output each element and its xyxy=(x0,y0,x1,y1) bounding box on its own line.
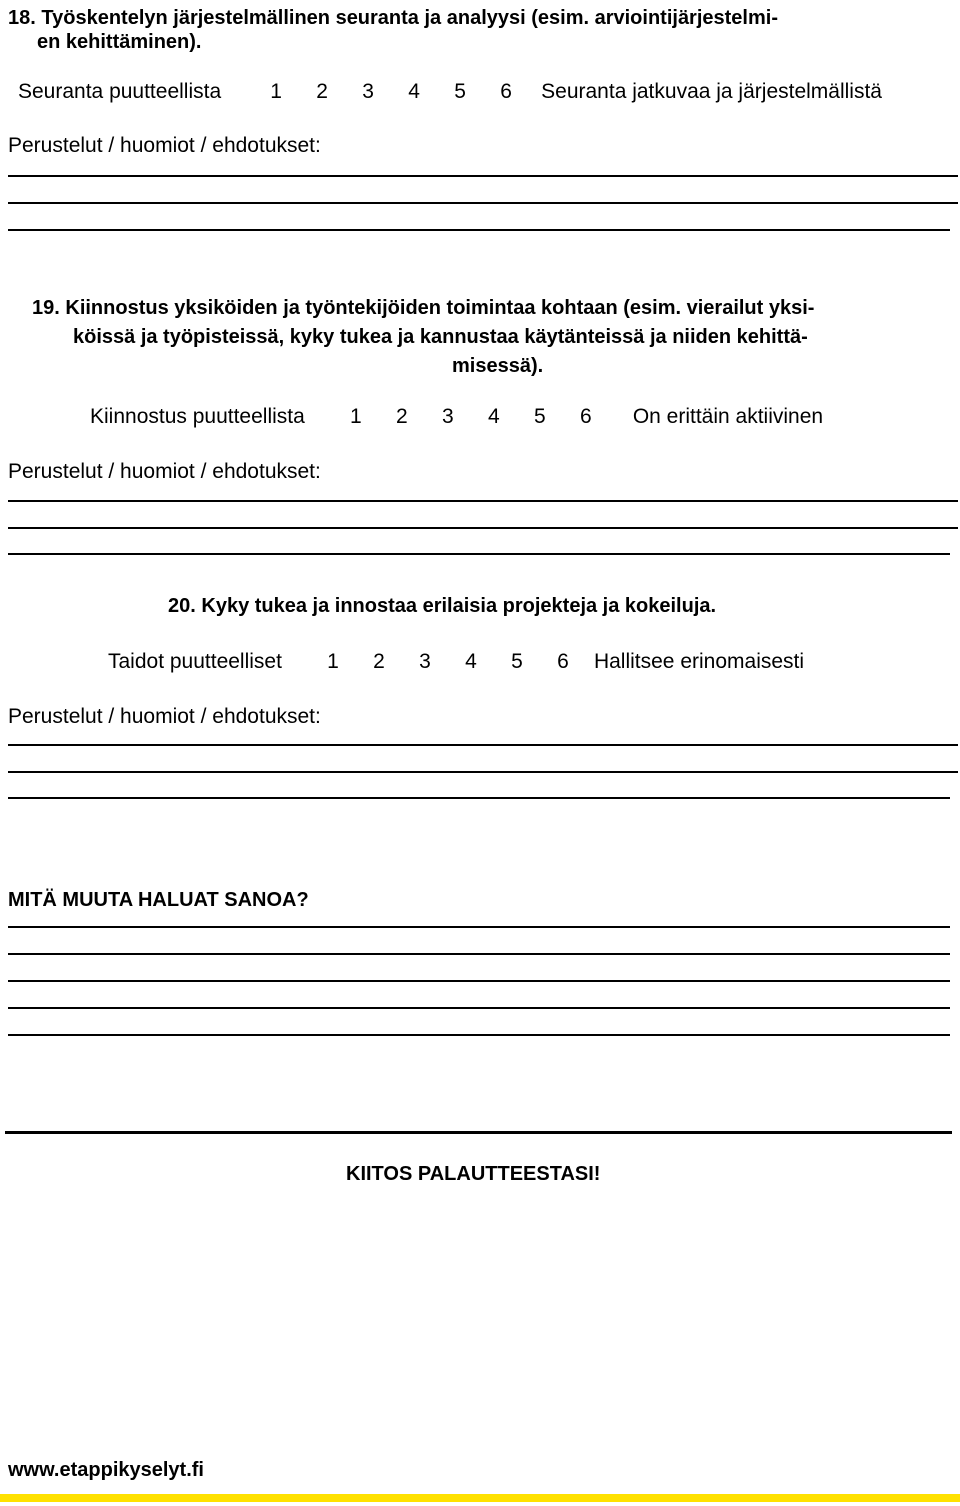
other-comment-line-4[interactable] xyxy=(8,1007,950,1009)
q18-title xyxy=(8,6,778,30)
q18-comment-label: Perustelut / huomiot / ehdotukset: xyxy=(8,134,321,157)
q18-scale-6[interactable]: 6 xyxy=(500,80,512,103)
footer-url[interactable]: www.etappikyselyt.fi xyxy=(8,1459,204,1481)
other-comment-line-5[interactable] xyxy=(8,1034,950,1036)
other-comment-line-3[interactable] xyxy=(8,980,950,982)
q20-scale-3[interactable]: 3 xyxy=(419,650,431,673)
other-comments-heading: MITÄ MUUTA HALUAT SANOA? xyxy=(8,889,309,911)
q20-comment-line-2[interactable] xyxy=(8,771,958,773)
q19-comment-line-1[interactable] xyxy=(8,500,958,502)
q19-title-line1: Kiinnostus yksiköiden ja työntekijöiden toimintaa kohtaan (esim. vierailut yksi- xyxy=(65,297,815,319)
q19-scale-high-label: On erittäin aktiivinen xyxy=(632,405,824,428)
q18-comment-line-1[interactable] xyxy=(8,175,958,177)
q19-comment-label: Perustelut / huomiot / ehdotukset: xyxy=(8,460,321,483)
other-comment-line-2[interactable] xyxy=(8,953,950,955)
q20-scale-1[interactable]: 1 xyxy=(327,650,339,673)
q19-scale-6[interactable]: 6 xyxy=(579,405,592,428)
q19-scale-4[interactable]: 4 xyxy=(487,405,500,428)
other-comment-line-1[interactable] xyxy=(8,926,950,928)
q20-scale-5[interactable]: 5 xyxy=(511,650,523,673)
q18-scale-low-label: Seuranta puutteellista xyxy=(18,80,222,103)
section-divider xyxy=(5,1131,952,1134)
q19-title xyxy=(32,296,814,320)
q18-title-line2: en kehittäminen). xyxy=(37,31,202,53)
q20-number: 20. xyxy=(168,595,196,617)
q19-scale-1[interactable]: 1 xyxy=(349,405,362,428)
q18-scale-4[interactable]: 4 xyxy=(408,80,420,103)
q18-scale-1[interactable]: 1 xyxy=(270,80,282,103)
q19-scale-3[interactable]: 3 xyxy=(441,405,454,428)
q18-rating-scale xyxy=(18,80,882,104)
q18-title-line1: Työskentelyn järjestelmällinen seuranta ja analyysi (esim. arviointijärjestelmi- xyxy=(41,7,778,29)
q20-scale-2[interactable]: 2 xyxy=(373,650,385,673)
q18-number: 18. xyxy=(8,7,36,29)
footer-yellow-bar xyxy=(0,1494,960,1502)
q19-title-line3: misessä). xyxy=(452,355,544,377)
q20-title-line1: Kyky tukea ja innostaa erilaisia projekteja ja kokeiluja. xyxy=(201,595,717,617)
q20-scale-high-label: Hallitsee erinomaisesti xyxy=(593,650,805,673)
q19-scale-2[interactable]: 2 xyxy=(395,405,408,428)
q20-rating-scale xyxy=(108,650,804,674)
q19-scale-5[interactable]: 5 xyxy=(533,405,546,428)
q19-comment-line-2[interactable] xyxy=(8,527,958,529)
q20-scale-4[interactable]: 4 xyxy=(465,650,477,673)
q18-scale-3[interactable]: 3 xyxy=(362,80,374,103)
q19-title-line2: köissä ja työpisteissä, kyky tukea ja kannustaa käytänteissä ja niiden kehittä- xyxy=(73,326,808,348)
q19-scale-low-label: Kiinnostus puutteellista xyxy=(90,405,305,428)
q19-number: 19. xyxy=(32,297,60,319)
q20-scale-low-label: Taidot puutteelliset xyxy=(108,650,282,673)
q18-scale-high-label: Seuranta jatkuvaa ja järjestelmällistä xyxy=(541,80,882,103)
q18-comment-line-2[interactable] xyxy=(8,202,958,204)
q20-comment-line-1[interactable] xyxy=(8,744,958,746)
q18-comment-line-3[interactable] xyxy=(8,229,950,231)
q20-comment-label: Perustelut / huomiot / ehdotukset: xyxy=(8,705,321,728)
q20-comment-line-3[interactable] xyxy=(8,797,950,799)
q20-title xyxy=(168,594,716,618)
thanks-message: KIITOS PALAUTTEESTASI! xyxy=(346,1163,601,1185)
q20-scale-6[interactable]: 6 xyxy=(557,650,569,673)
q18-scale-2[interactable]: 2 xyxy=(316,80,328,103)
q19-comment-line-3[interactable] xyxy=(8,553,950,555)
q18-scale-5[interactable]: 5 xyxy=(454,80,466,103)
q19-rating-scale xyxy=(90,405,823,429)
